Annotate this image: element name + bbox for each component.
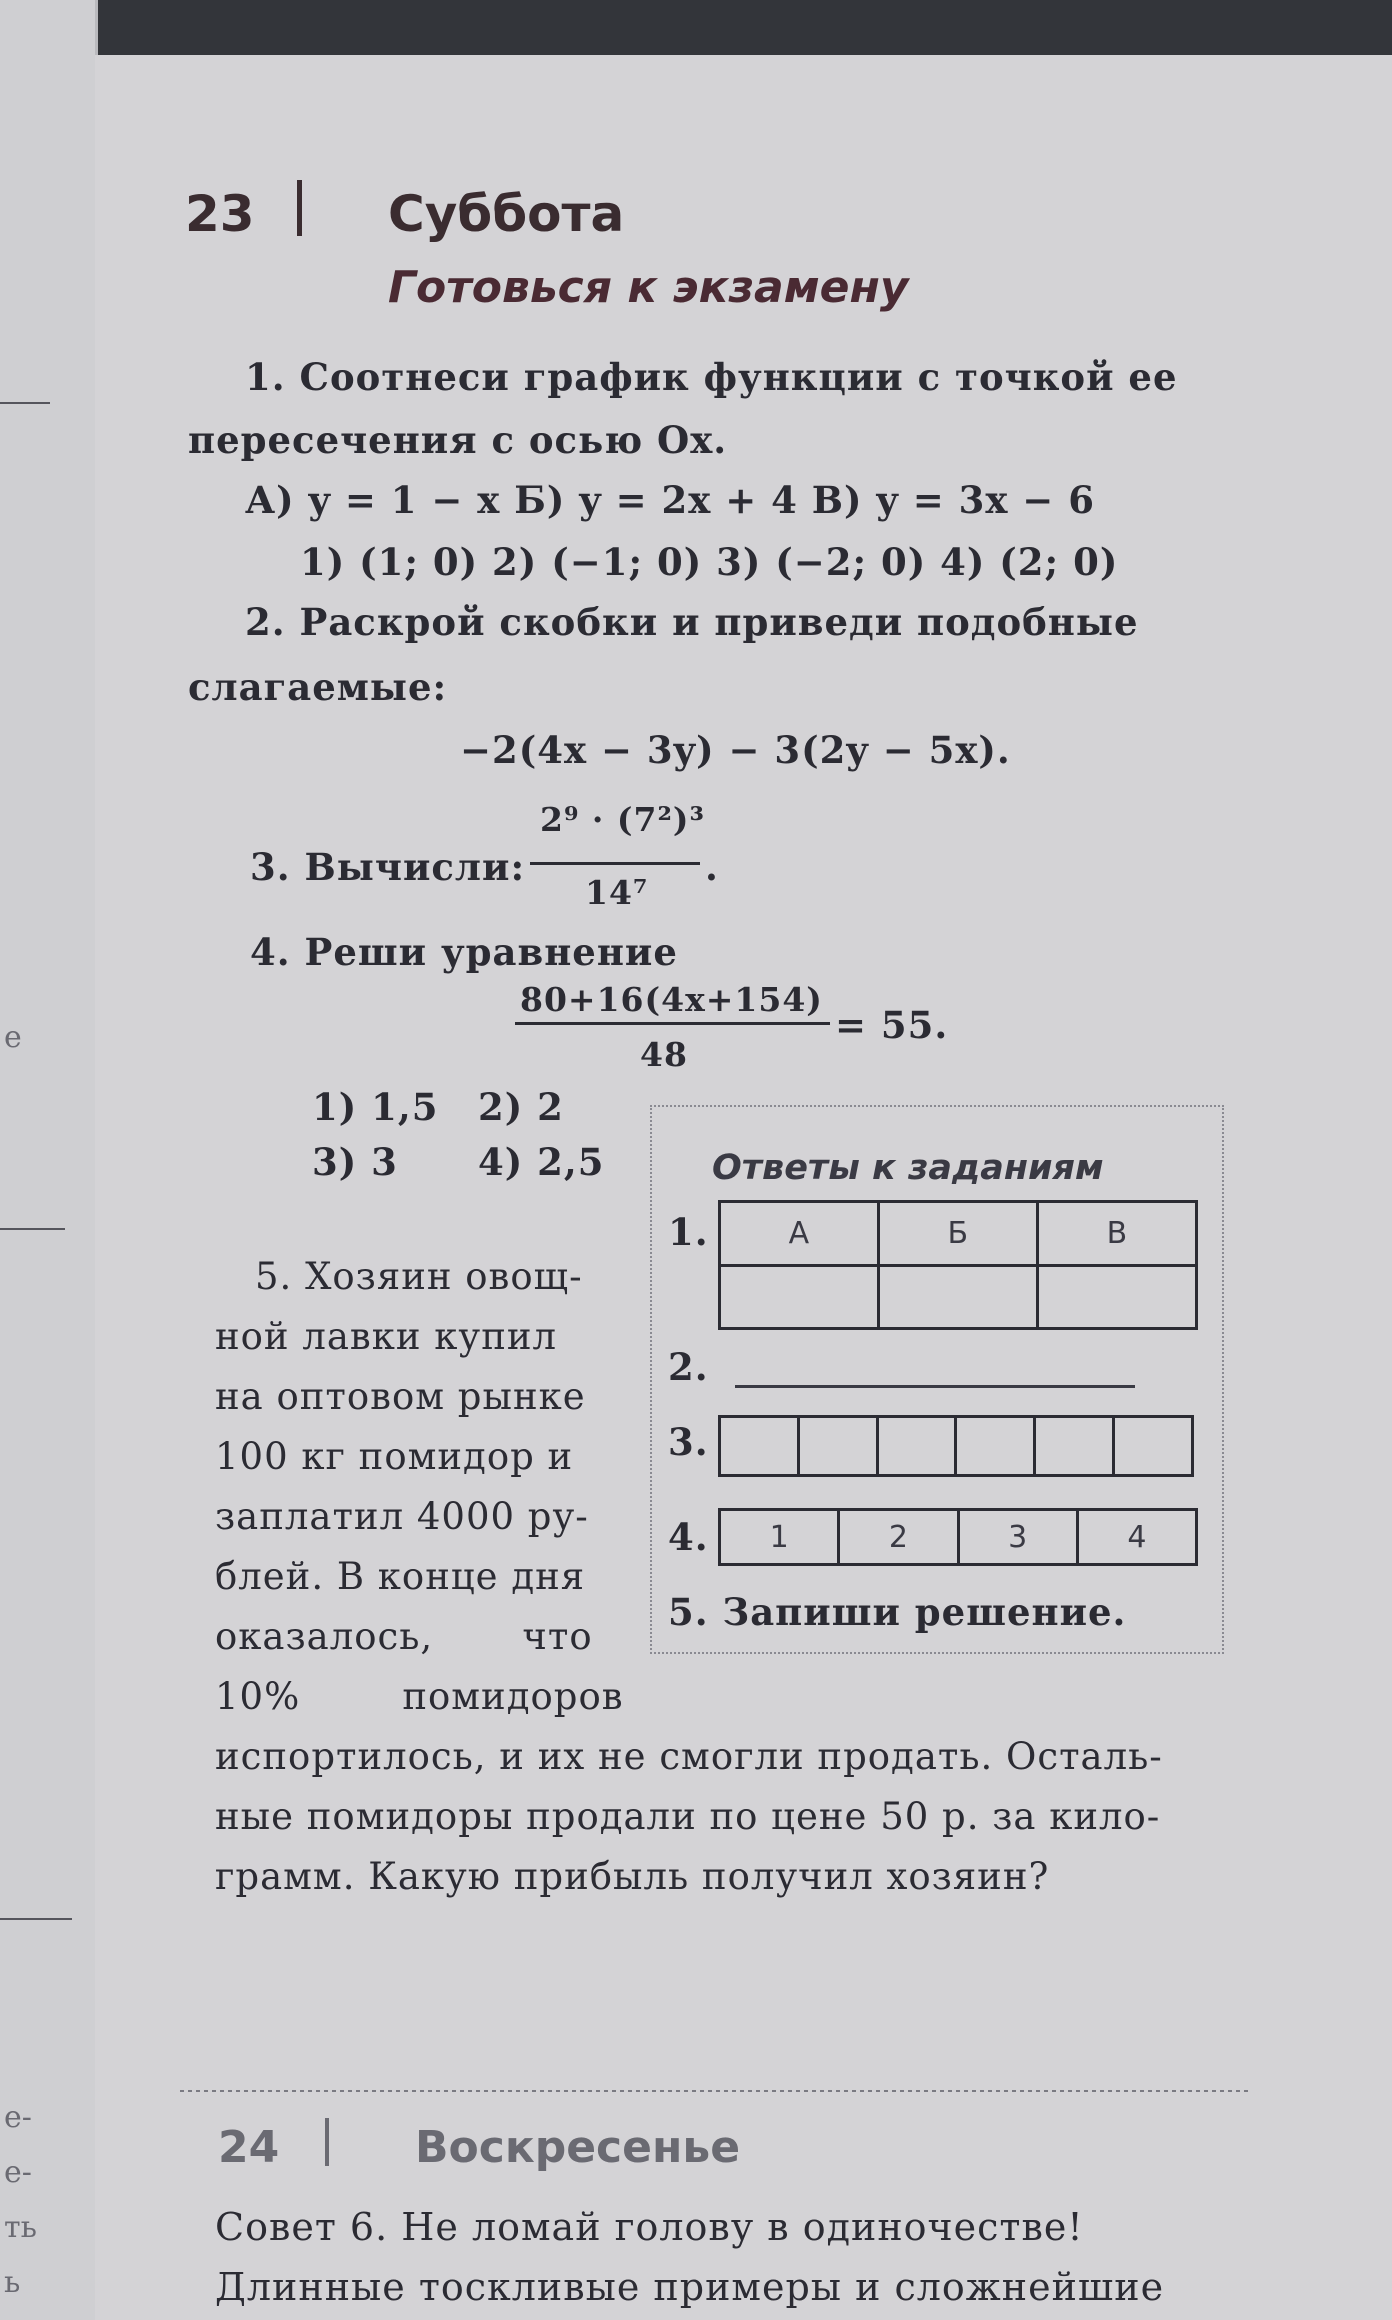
task5-line: ной лавки купил [215, 1315, 558, 1358]
task3-period: . [705, 845, 719, 889]
answer2-line[interactable] [735, 1385, 1135, 1388]
task3-denominator: 14⁷ [585, 873, 649, 912]
next-day-number: 24 [218, 2122, 280, 2173]
answer3-grid[interactable] [718, 1415, 1194, 1477]
task4-label: 4. Реши уравнение [250, 930, 678, 974]
answer4-choice[interactable]: 1 [720, 1510, 839, 1565]
answer5-instruction: 5. Запиши решение. [668, 1590, 1127, 1634]
task3-numerator: 2⁹ · (7²)³ [540, 800, 705, 839]
answer4-choice[interactable]: 4 [1077, 1510, 1196, 1565]
answer4-label: 4. [668, 1515, 709, 1559]
gutter-rule [0, 402, 50, 404]
advice-line2: Длинные тоскливые примеры и сложнейшие [215, 2265, 1165, 2309]
answer1-col-b: Б [878, 1202, 1037, 1266]
gutter-fragment: е- [4, 2155, 32, 2190]
answer3-cell[interactable] [877, 1417, 956, 1476]
task4-option2: 2) 2 [478, 1085, 564, 1129]
task1-line2: пересечения с осью Ox. [188, 418, 728, 462]
answer1-cell[interactable] [878, 1265, 1037, 1329]
task1-functions: А) y = 1 − x Б) y = 2x + 4 В) y = 3x − 6 [245, 478, 1095, 522]
gutter-rule [0, 1918, 72, 1920]
answer1-col-a: А [720, 1202, 879, 1266]
answer3-label: 3. [668, 1420, 709, 1464]
day-number: 23 [185, 185, 255, 243]
task4-rhs: = 55. [835, 1003, 949, 1047]
task5-line: оказалось, что [215, 1615, 593, 1658]
answer3-cell[interactable] [1035, 1417, 1114, 1476]
task4-fraction-bar [515, 1022, 830, 1025]
day-divider [297, 180, 302, 236]
previous-page-margin [0, 0, 98, 2320]
section-subtitle: Готовься к экзамену [388, 262, 909, 313]
task3-fraction-bar [530, 862, 700, 865]
task5-line: испортилось, и их не смогли продать. Осталь- [215, 1735, 1163, 1778]
task4-option3: 3) 3 [312, 1140, 398, 1184]
task3-label: 3. Вычисли: [250, 845, 526, 889]
answers-title: Ответы к заданиям [712, 1148, 1104, 1188]
gutter-fragment: ь [4, 2265, 21, 2300]
task5-line: заплатил 4000 ру- [215, 1495, 589, 1538]
task5-line: блей. В конце дня [215, 1555, 586, 1598]
answer3-cell[interactable] [1114, 1417, 1193, 1476]
task4-denominator: 48 [640, 1035, 688, 1074]
gutter-fragment: ть [4, 2210, 37, 2245]
task5-line: грамм. Какую прибыль получил хозяин? [215, 1855, 1050, 1898]
answer1-cell[interactable] [1037, 1265, 1196, 1329]
task4-option1: 1) 1,5 [312, 1085, 439, 1129]
answer1-grid[interactable] [718, 1200, 1198, 1330]
answer4-grid[interactable] [718, 1508, 1198, 1566]
section-separator [180, 2090, 1250, 2092]
answer4-choice[interactable]: 2 [839, 1510, 958, 1565]
answer4-choice[interactable]: 3 [958, 1510, 1077, 1565]
answer1-cell[interactable] [720, 1265, 879, 1329]
task4-numerator: 80+16(4x+154) [520, 980, 823, 1019]
advice-line1: Совет 6. Не ломай голову в одиночестве! [215, 2205, 1084, 2249]
task1-line1: 1. Соотнеси график функции с точкой ее [245, 355, 1178, 399]
gutter-rule [0, 1228, 65, 1230]
answer3-cell[interactable] [720, 1417, 799, 1476]
task2-line1: 2. Раскрой скобки и приведи подобные [245, 600, 1139, 644]
gutter-fragment: е [4, 1020, 22, 1055]
task2-line2: слагаемые: [188, 665, 448, 709]
photo-edge-top [0, 0, 1392, 55]
day-name: Суббота [388, 185, 625, 243]
answer2-label: 2. [668, 1345, 709, 1389]
task5-line: на оптовом рынке [215, 1375, 586, 1418]
task5-line: 10% помидоров [215, 1675, 624, 1718]
answer3-cell[interactable] [956, 1417, 1035, 1476]
task2-expression: −2(4x − 3y) − 3(2y − 5x). [460, 728, 1011, 772]
answer3-cell[interactable] [798, 1417, 877, 1476]
next-day-name: Воскресенье [415, 2122, 741, 2173]
answer1-col-v: В [1037, 1202, 1196, 1266]
task4-option4: 4) 2,5 [478, 1140, 605, 1184]
task1-points: 1) (1; 0) 2) (−1; 0) 3) (−2; 0) 4) (2; 0) [300, 540, 1119, 584]
next-day-divider [325, 2118, 329, 2166]
task5-line: 5. Хозяин овощ- [255, 1255, 583, 1298]
answer1-label: 1. [668, 1210, 709, 1254]
task5-line: 100 кг помидор и [215, 1435, 574, 1478]
task5-line: ные помидоры продали по цене 50 р. за кило- [215, 1795, 1161, 1838]
gutter-fragment: е- [4, 2100, 32, 2135]
